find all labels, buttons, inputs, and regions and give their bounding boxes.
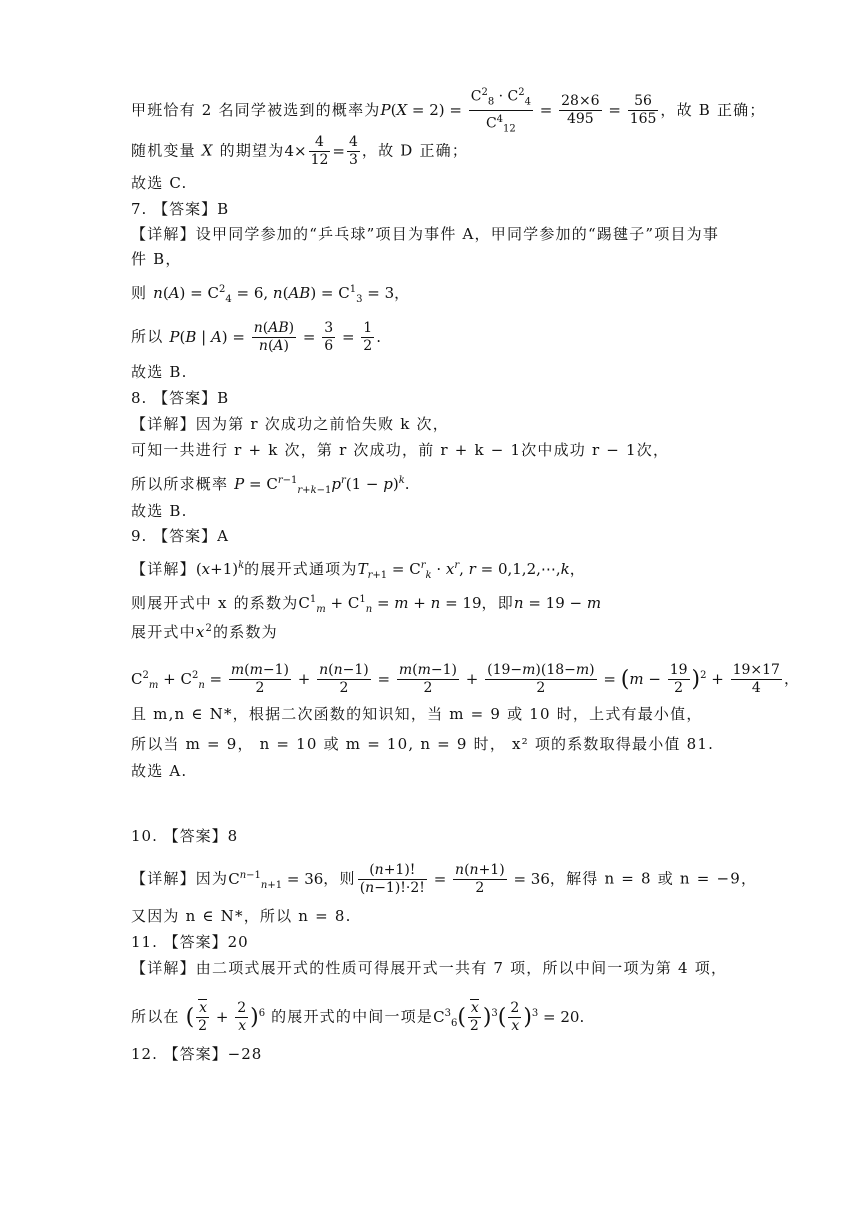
q11-heading: 11. 【答案】20 [131, 933, 249, 951]
text: 所以在 [131, 1007, 180, 1026]
text: 甲班恰有 2 名同学被选到的概率为 [131, 100, 381, 119]
text: 所以 [131, 327, 164, 346]
formula: $T_{r+1} = C^r_k \cdot x^r$, r = 0,1,2,⋯,k [357, 560, 570, 581]
line-choose-c: 故选 C. [131, 174, 188, 192]
q9-detail-5: 且 m,n ∈ N*，根据二次函数的知识知，当 m = 9 或 10 时，上式有最小值， [131, 705, 703, 723]
q9-heading: 9. 【答案】A [131, 527, 229, 545]
formula: n = 19 − m [513, 594, 602, 612]
q8-detail-1: 【详解】因为第 r 次成功之前恰失败 k 次， [131, 415, 449, 433]
text: 则展开式中 x 的系数为 [131, 594, 299, 612]
q7-detail-2: 件 B， [131, 250, 182, 268]
q11-detail-2 [131, 1000, 584, 1035]
text: ，故 B 正确； [660, 100, 766, 119]
formula: $C^{n-1}_{n+1} = 36$ [228, 869, 324, 891]
formula: P(B | A) = $\frac{n(AB)}{n(A)}$ = $\frac{3}{6}$ = $\frac{1}{2}$ . [169, 320, 381, 354]
q9-detail-2 [131, 590, 601, 620]
text: ，即 [481, 594, 514, 612]
text: 随机变量 [131, 141, 196, 160]
text: 【详解】因为 [131, 869, 229, 888]
text: 的展开式通项为 [244, 560, 358, 578]
q9-detail-4: $C^2_m + C^2_n$ = $\frac{m(m-1)}{2}$ + $\frac{n(n-1)}{2}$ = $\frac{m(m-1)}{2}$ + $\frac{(19-m)(18-m)}{2}$ = (m − $\frac{19}{2}$ )$^2$ + $\frac{19\times 17}{4}$ ， [131, 662, 801, 696]
q8-heading: 8. 【答案】B [131, 389, 230, 407]
q12-heading: 12. 【答案】−28 [131, 1045, 263, 1063]
formula: $P = C^{r-1}_{r+k-1}p^r(1 - p)^k$. [234, 475, 410, 496]
q11-detail-1: 【详解】由二项式展开式的性质可得展开式一共有 7 项，所以中间一项为第 4 项， [131, 959, 728, 977]
formula: $C^2_m + C^2_n$ = $\frac{m(m-1)}{2}$ + $\frac{n(n-1)}{2}$ = $\frac{m(m-1)}{2}$ + $\frac{(19-m)(18-m)}{2}$ = (m − $\frac{19}{2}$ )$^2$ + $\frac{19\times 17}{4}$ [131, 662, 780, 696]
formula: $C^3_6$( $\frac{x}{2}$ )$^3$( $\frac{2}{x}$ )$^3$ = 20. [433, 1000, 585, 1034]
text: ，故 D 正确； [361, 141, 469, 160]
formula: $(x+1)^k$ [195, 560, 245, 578]
formula: ( $\frac{x}{2}$ + $\frac{2}{x}$ )$^6$ [185, 1000, 266, 1034]
q8-detail-3 [131, 471, 410, 501]
q8-end: 故选 B. [131, 502, 188, 520]
text: 【详解】 [131, 560, 196, 578]
q7-heading: 7. 【答案】B [131, 200, 230, 218]
text: ，则 [323, 869, 356, 888]
text: 则 [131, 284, 148, 302]
formula: P(X = 2) = $\frac{C^2_8 \cdot C^2_4}{C^4_{12}}$ = $\frac{28\times 6}{495}$ = $\frac{56}{165}$ [380, 101, 660, 119]
text: ，解得 n = 8 或 n = −9， [549, 869, 758, 888]
q7-detail-1: 【详解】设甲同学参加的“乒乓球”项目为事件 A，甲同学参加的“踢毽子”项目为事 [131, 225, 720, 243]
line-expectation-d: 随机变量 X 的期望为4× $\frac{4}{12}$ = $\frac{4}{3}$ ，故 D 正确； [131, 134, 469, 168]
formula: $n(A) = C^2_4 = 6$, $n(AB) = C^1_3 = 3$ [153, 284, 395, 305]
q9-detail-6: 所以当 m = 9， n = 10 或 m = 10, n = 9 时， x² 项的系数取得最小值 81. [131, 735, 715, 753]
text: 的期望为 [219, 141, 285, 160]
q7-detail-4 [131, 320, 381, 355]
formula: $C^1_m + C^1_n = m + n = 19$ [298, 594, 482, 615]
q9-detail-1: 【详解】$(x+1)^k$的展开式通项为$T_{r+1} = C^r_k \cdot x^r$, r = 0,1,2,⋯,k， [131, 560, 586, 581]
q7-end: 故选 B. [131, 363, 188, 381]
formula: $\frac{(n+1)!}{(n-1)!\cdot 2!}$ = $\frac{n(n+1)}{2}$ = 36 [359, 862, 550, 896]
line-probability-b [131, 84, 766, 138]
q8-detail-2: 可知一共进行 r + k 次，第 r 次成功，前 r + k − 1次中成功 r − 1次， [131, 441, 670, 459]
q10-heading: 10. 【答案】8 [131, 827, 239, 845]
text: 展开式中 [131, 623, 196, 641]
text: 所以所求概率 [131, 475, 229, 493]
text: 的展开式的中间一项是 [271, 1007, 434, 1026]
text: 的系数为 [213, 623, 278, 641]
q9-end: 故选 A. [131, 762, 188, 780]
q9-detail-3: 展开式中$x^2$的系数为 [131, 623, 278, 641]
formula: 4× $\frac{4}{12}$ = $\frac{4}{3}$ [284, 134, 358, 168]
q10-detail-1 [131, 862, 757, 897]
q7-detail-3: 则 $n(A) = C^2_4 = 6$, $n(AB) = C^1_3 = 3$， [131, 284, 411, 305]
q10-detail-2: 又因为 n ∈ N*，所以 n = 8. [131, 907, 352, 925]
